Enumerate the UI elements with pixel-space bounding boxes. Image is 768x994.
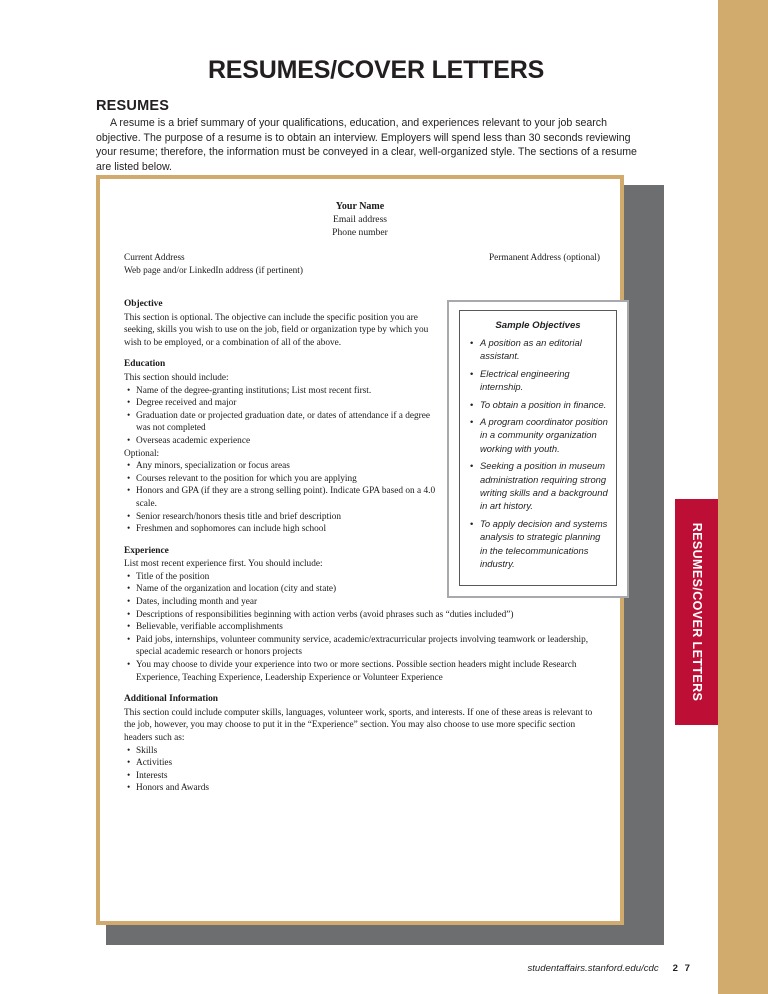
list-item: • Senior research/honors thesis title and brief description (136, 511, 446, 524)
list-item: • Freshmen and sophomores can include high school (136, 523, 446, 536)
page-title: RESUMES/COVER LETTERS (207, 56, 545, 84)
chapter-side-tab (675, 499, 718, 725)
resume-current-address (124, 252, 303, 278)
resume-bullet-list (124, 385, 446, 448)
resume-bullet-list (124, 745, 600, 795)
sample-objectives-title: Sample Objectives (495, 320, 581, 331)
list-item: • Honors and GPA (if they are a strong selling point). Indicate GPA based on a 4.0 scale. (136, 485, 446, 510)
sample-objectives-list (468, 336, 608, 571)
list-item: • Honors and Awards (136, 782, 600, 795)
list-item: • Electrical engineering internship. (480, 367, 608, 394)
list-item: • A program coordinator position in a community organization working with youth. (480, 415, 608, 455)
resume-phone: Phone number (332, 227, 388, 239)
list-item: • Skills (136, 745, 600, 758)
resume-email: Email address (332, 214, 388, 226)
list-item: • Believable, verifiable accomplishments (136, 621, 600, 634)
list-item: • Descriptions of responsibilities beginning with action verbs (avoid phrases such as “duties included”) (136, 609, 600, 622)
list-item: • Interests (136, 770, 600, 783)
sample-objectives-callout (447, 300, 629, 598)
sample-objectives-callout-inner (459, 310, 617, 586)
list-item: • Name of the organization and location (city and state) (136, 583, 600, 596)
intro-paragraph: A resume is a brief summary of your qualifications, education, and experiences relevant to your job search objective. The purpose of a resume is to obtain an interview. Employers will spend less than 30 seconds reviewing your resume; therefore, the information must be conveyed in a clear, well-organized style. The sections of a resume are listed below. (96, 117, 637, 173)
resume-section-objective (124, 298, 446, 349)
list-item: • Seeking a position in museum administration requiring strong writing skills and a background in art history. (480, 459, 608, 513)
resume-section-heading: Objective (124, 299, 163, 309)
list-item: • A position as an editorial assistant. (480, 336, 608, 363)
footer (527, 963, 692, 974)
resume-section-paragraph: This section is optional. The objective can include the specific position you are seeking, skills you wish to use on the job, field or organization type by which you wish to be employed, or a combination of all of the above. (124, 312, 429, 348)
resume-section-heading: Education (124, 359, 166, 370)
resume-section-paragraph: List most recent experience first. You should include: (124, 559, 323, 570)
resume-section-additional-information (124, 693, 600, 795)
list-item: • To apply decision and systems analysis to strategic planning in the telecommunications industry. (480, 517, 608, 571)
resume-address-row (124, 252, 600, 278)
list-item: • Overseas academic experience (136, 435, 446, 448)
sample-resume-paper (100, 179, 620, 921)
resume-section-paragraph: This section should include: (124, 372, 229, 383)
list-item: • Name of the degree-granting institutions; List most recent first. (136, 385, 446, 398)
footer-url: studentaffairs.stanford.edu/cdc (527, 963, 659, 974)
resume-section-education (124, 358, 446, 535)
resume-current-address-line2: Web page and/or LinkedIn address (if pertinent) (124, 266, 303, 276)
list-item: • Paid jobs, internships, volunteer community service, academic/extracurricular projects involving teamwork or leadership, special academic research or honors projects (136, 634, 600, 659)
sample-resume-frame (96, 175, 624, 925)
list-item: • Graduation date or projected graduation date, or dates of attendance if a degree was not completed (136, 410, 446, 435)
resume-subheading-optional: Optional: (124, 448, 160, 459)
resume-name: Your Name (335, 201, 385, 212)
resume-current-address-line1: Current Address (124, 253, 185, 263)
resume-permanent-address: Permanent Address (optional) (488, 253, 600, 263)
right-gold-bar (718, 0, 768, 994)
resume-section-heading: Additional Information (124, 694, 219, 705)
resume-section-paragraph: This section could include computer skills, languages, volunteer work, sports, and interests. If one of these areas is relevant to the job, however, you may choose to put it in the “Experience” section. You may also choose to use more specific section headers such as: (124, 707, 593, 743)
list-item: • To obtain a position in finance. (480, 398, 608, 411)
list-item: • Activities (136, 757, 600, 770)
list-item: • Degree received and major (136, 397, 446, 410)
chapter-side-tab-label: RESUMES/COVER LETTERS (690, 522, 704, 702)
list-item: • Any minors, specialization or focus areas (136, 460, 446, 473)
list-item: • Title of the position (136, 571, 600, 584)
resume-bullet-list-optional (124, 460, 446, 536)
list-item: • Courses relevant to the position for which you are applying (136, 473, 446, 486)
section-heading-resumes: RESUMES (96, 98, 170, 114)
list-item: • Dates, including month and year (136, 596, 600, 609)
page-number: 2 7 (672, 963, 692, 974)
sample-resume-header (100, 200, 620, 240)
resume-section-heading: Experience (124, 545, 169, 556)
list-item: • You may choose to divide your experience into two or more sections. Possible section headers might include Research Experience, Teaching Experience, Leadership Experience or Volunteer Experience (136, 659, 600, 684)
